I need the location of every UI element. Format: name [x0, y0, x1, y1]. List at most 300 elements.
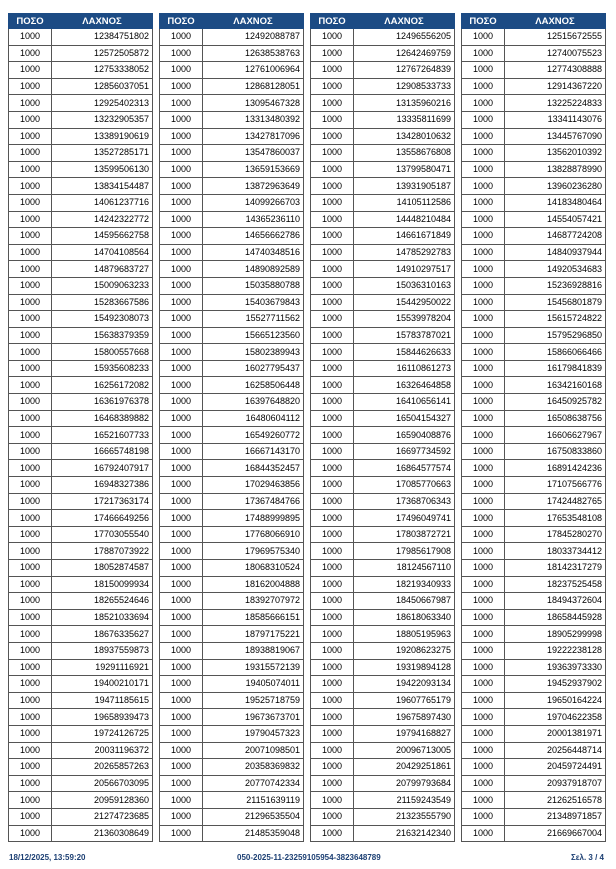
table-row — [9, 145, 153, 162]
amount-cell: 1000 — [462, 95, 505, 112]
ticket-table-3 — [310, 13, 455, 842]
table-row — [160, 394, 304, 411]
amount-cell: 1000 — [160, 775, 203, 792]
ticket-number-cell: 17496049741 — [354, 510, 455, 527]
amount-cell: 1000 — [160, 576, 203, 593]
ticket-number-cell: 21262516578 — [505, 792, 606, 809]
amount-cell: 1000 — [9, 676, 52, 693]
amount-cell: 1000 — [9, 526, 52, 543]
ticket-number-cell: 13872963649 — [203, 178, 304, 195]
amount-cell: 1000 — [9, 460, 52, 477]
table-row — [311, 742, 455, 759]
table-row — [9, 593, 153, 610]
amount-cell: 1000 — [9, 261, 52, 278]
amount-cell: 1000 — [311, 277, 354, 294]
table-row — [311, 560, 455, 577]
amount-cell: 1000 — [311, 128, 354, 145]
amount-cell: 1000 — [462, 45, 505, 62]
table-row — [9, 128, 153, 145]
amount-cell: 1000 — [311, 111, 354, 128]
table-row — [160, 526, 304, 543]
table-row — [9, 808, 153, 825]
ticket-number-cell: 13428010632 — [354, 128, 455, 145]
amount-cell: 1000 — [9, 394, 52, 411]
amount-cell: 1000 — [311, 410, 354, 427]
table-row — [9, 759, 153, 776]
ticket-number-cell: 14785292783 — [354, 244, 455, 261]
ticket-number-cell: 12740075523 — [505, 45, 606, 62]
ticket-number-cell: 19525718759 — [203, 692, 304, 709]
ticket-number-cell: 19208623275 — [354, 642, 455, 659]
table-row — [311, 211, 455, 228]
ticket-number-cell: 14704108564 — [52, 244, 153, 261]
table-row — [9, 742, 153, 759]
table-row — [160, 45, 304, 62]
ticket-number-cell: 21151639119 — [203, 792, 304, 809]
table-header-row — [462, 14, 606, 29]
table-row — [160, 261, 304, 278]
amount-cell: 1000 — [9, 825, 52, 842]
ticket-number-cell: 19650164224 — [505, 692, 606, 709]
table-row — [160, 676, 304, 693]
amount-cell: 1000 — [462, 526, 505, 543]
amount-cell: 1000 — [462, 161, 505, 178]
ticket-number-cell: 12492088787 — [203, 29, 304, 46]
amount-cell: 1000 — [311, 95, 354, 112]
ticket-number-cell: 19794168827 — [354, 725, 455, 742]
table-row — [160, 825, 304, 842]
table-row — [9, 626, 153, 643]
table-row — [462, 676, 606, 693]
table-row — [9, 344, 153, 361]
table-row — [9, 261, 153, 278]
table-row — [311, 277, 455, 294]
amount-cell: 1000 — [9, 327, 52, 344]
amount-cell: 1000 — [160, 742, 203, 759]
ticket-number-cell: 17107566776 — [505, 477, 606, 494]
table-row — [160, 692, 304, 709]
table-row — [311, 609, 455, 626]
amount-cell: 1000 — [9, 78, 52, 95]
ticket-number-cell: 18618063340 — [354, 609, 455, 626]
ticket-number-cell: 16397648820 — [203, 394, 304, 411]
amount-cell: 1000 — [160, 128, 203, 145]
ticket-number-cell: 17845280270 — [505, 526, 606, 543]
amount-cell: 1000 — [9, 493, 52, 510]
table-row — [462, 228, 606, 245]
ticket-number-cell: 20566703095 — [52, 775, 153, 792]
ticket-number-cell: 13659153669 — [203, 161, 304, 178]
ticket-number-cell: 17969575340 — [203, 543, 304, 560]
table-row — [311, 510, 455, 527]
table-row — [160, 410, 304, 427]
table-row — [311, 626, 455, 643]
table-row — [160, 543, 304, 560]
table-row — [9, 62, 153, 79]
ticket-number-cell: 19452937902 — [505, 676, 606, 693]
table-row — [462, 460, 606, 477]
ticket-number-cell: 20031196372 — [52, 742, 153, 759]
ticket-number-cell: 16504154327 — [354, 410, 455, 427]
amount-cell: 1000 — [462, 792, 505, 809]
ticket-number-cell: 16480604112 — [203, 410, 304, 427]
table-row — [462, 560, 606, 577]
table-row — [462, 642, 606, 659]
amount-cell: 1000 — [462, 211, 505, 228]
table-row — [311, 360, 455, 377]
table-row — [311, 377, 455, 394]
amount-cell: 1000 — [311, 676, 354, 693]
ticket-number-cell: 16342160168 — [505, 377, 606, 394]
amount-cell: 1000 — [160, 593, 203, 610]
amount-cell: 1000 — [9, 609, 52, 626]
ticket-number-cell: 18052874587 — [52, 560, 153, 577]
ticket-number-cell: 18676335627 — [52, 626, 153, 643]
ticket-table-1 — [8, 13, 153, 842]
ticket-number-cell: 16110861273 — [354, 360, 455, 377]
ticket-number-cell: 13599506130 — [52, 161, 153, 178]
table-row — [462, 626, 606, 643]
ticket-number-cell: 17424482765 — [505, 493, 606, 510]
ticket-number-cell: 17367484766 — [203, 493, 304, 510]
table-row — [462, 709, 606, 726]
table-row — [160, 659, 304, 676]
amount-cell: 1000 — [160, 261, 203, 278]
ticket-number-cell: 12767264839 — [354, 62, 455, 79]
table-row — [311, 759, 455, 776]
ticket-number-cell: 16256172082 — [52, 377, 153, 394]
ticket-number-cell: 14183480464 — [505, 194, 606, 211]
ticket-number-cell: 17653548108 — [505, 510, 606, 527]
amount-cell: 1000 — [462, 261, 505, 278]
page-footer — [9, 853, 604, 865]
ticket-number-cell: 14105112586 — [354, 194, 455, 211]
ticket-number-cell: 14890892589 — [203, 261, 304, 278]
ticket-number-cell: 19319894128 — [354, 659, 455, 676]
ticket-number-cell: 16891424236 — [505, 460, 606, 477]
amount-cell: 1000 — [9, 377, 52, 394]
table-row — [160, 178, 304, 195]
table-row — [311, 676, 455, 693]
amount-header: ΠΟΣΟ — [9, 14, 52, 29]
amount-cell: 1000 — [9, 45, 52, 62]
ticket-number-cell: 12753338052 — [52, 62, 153, 79]
ticket-header: ΛΑΧΝΟΣ — [354, 14, 455, 29]
amount-cell: 1000 — [462, 676, 505, 693]
amount-cell: 1000 — [160, 228, 203, 245]
ticket-number-cell: 12868128051 — [203, 78, 304, 95]
ticket-number-cell: 21348971857 — [505, 808, 606, 825]
amount-cell: 1000 — [160, 676, 203, 693]
table-row — [160, 29, 304, 46]
amount-cell: 1000 — [311, 29, 354, 46]
table-row — [311, 244, 455, 261]
amount-cell: 1000 — [462, 111, 505, 128]
table-row — [9, 178, 153, 195]
amount-cell: 1000 — [311, 626, 354, 643]
ticket-number-cell: 13527285171 — [52, 145, 153, 162]
table-row — [160, 427, 304, 444]
table-row — [462, 759, 606, 776]
amount-cell: 1000 — [160, 161, 203, 178]
table-row — [9, 609, 153, 626]
table-row — [9, 360, 153, 377]
amount-cell: 1000 — [9, 228, 52, 245]
amount-cell: 1000 — [9, 725, 52, 742]
table-row — [160, 277, 304, 294]
amount-cell: 1000 — [9, 128, 52, 145]
amount-cell: 1000 — [160, 626, 203, 643]
table-row — [160, 161, 304, 178]
table-row — [160, 593, 304, 610]
amount-cell: 1000 — [462, 78, 505, 95]
amount-cell: 1000 — [160, 493, 203, 510]
table-row — [462, 742, 606, 759]
amount-cell: 1000 — [311, 244, 354, 261]
table-row — [311, 709, 455, 726]
table-row — [311, 62, 455, 79]
ticket-number-cell: 15539978204 — [354, 311, 455, 328]
ticket-number-cell: 16468389882 — [52, 410, 153, 427]
table-row — [160, 228, 304, 245]
table-row — [462, 194, 606, 211]
amount-cell: 1000 — [311, 62, 354, 79]
amount-cell: 1000 — [9, 560, 52, 577]
ticket-number-cell: 15615724822 — [505, 311, 606, 328]
amount-cell: 1000 — [462, 692, 505, 709]
amount-cell: 1000 — [462, 62, 505, 79]
amount-cell: 1000 — [160, 792, 203, 809]
amount-cell: 1000 — [311, 659, 354, 676]
table-row — [160, 294, 304, 311]
amount-cell: 1000 — [9, 510, 52, 527]
amount-cell: 1000 — [9, 742, 52, 759]
ticket-number-cell: 14661671849 — [354, 228, 455, 245]
amount-cell: 1000 — [311, 211, 354, 228]
table-row — [462, 360, 606, 377]
ticket-number-cell: 20001381971 — [505, 725, 606, 742]
amount-cell: 1000 — [160, 394, 203, 411]
ticket-number-cell: 21485359048 — [203, 825, 304, 842]
ticket-number-cell: 13335811699 — [354, 111, 455, 128]
ticket-number-cell: 12496556205 — [354, 29, 455, 46]
table-row — [9, 526, 153, 543]
table-row — [9, 45, 153, 62]
table-row — [311, 659, 455, 676]
amount-cell: 1000 — [311, 543, 354, 560]
amount-cell: 1000 — [311, 394, 354, 411]
amount-cell: 1000 — [311, 78, 354, 95]
ticket-number-cell: 21323555790 — [354, 808, 455, 825]
amount-cell: 1000 — [462, 128, 505, 145]
ticket-number-cell: 13931905187 — [354, 178, 455, 195]
ticket-number-cell: 19675897430 — [354, 709, 455, 726]
table-row — [160, 609, 304, 626]
table-row — [160, 626, 304, 643]
amount-cell: 1000 — [160, 377, 203, 394]
ticket-number-cell: 14656662786 — [203, 228, 304, 245]
table-row — [160, 128, 304, 145]
table-row — [462, 443, 606, 460]
ticket-number-cell: 20770742334 — [203, 775, 304, 792]
ticket-number-cell: 15800557668 — [52, 344, 153, 361]
ticket-number-cell: 18805195963 — [354, 626, 455, 643]
amount-cell: 1000 — [160, 825, 203, 842]
ticket-number-cell: 13232905357 — [52, 111, 153, 128]
amount-cell: 1000 — [9, 477, 52, 494]
ticket-number-cell: 13341143076 — [505, 111, 606, 128]
table-row — [311, 261, 455, 278]
ticket-number-cell: 16864577574 — [354, 460, 455, 477]
amount-cell: 1000 — [9, 593, 52, 610]
table-row — [462, 692, 606, 709]
amount-cell: 1000 — [311, 327, 354, 344]
amount-cell: 1000 — [311, 228, 354, 245]
amount-cell: 1000 — [462, 311, 505, 328]
ticket-number-cell: 16667143170 — [203, 443, 304, 460]
amount-cell: 1000 — [462, 178, 505, 195]
amount-cell: 1000 — [311, 261, 354, 278]
amount-cell: 1000 — [462, 808, 505, 825]
table-row — [9, 676, 153, 693]
amount-cell: 1000 — [311, 311, 354, 328]
table-row — [9, 543, 153, 560]
ticket-number-cell: 15844626633 — [354, 344, 455, 361]
amount-cell: 1000 — [9, 360, 52, 377]
amount-cell: 1000 — [160, 560, 203, 577]
ticket-number-cell: 15492308073 — [52, 311, 153, 328]
ticket-number-cell: 12856037051 — [52, 78, 153, 95]
amount-cell: 1000 — [462, 244, 505, 261]
ticket-number-cell: 13225224833 — [505, 95, 606, 112]
ticket-number-cell: 16549260772 — [203, 427, 304, 444]
ticket-number-cell: 17803872721 — [354, 526, 455, 543]
ticket-number-cell: 12384751802 — [52, 29, 153, 46]
amount-cell: 1000 — [311, 161, 354, 178]
amount-cell: 1000 — [462, 609, 505, 626]
ticket-number-cell: 19724126725 — [52, 725, 153, 742]
ticket-number-cell: 18521033694 — [52, 609, 153, 626]
footer-datetime: 18/12/2025, 13:59:20 — [9, 853, 86, 862]
table-row — [160, 759, 304, 776]
table-row — [9, 443, 153, 460]
ticket-number-cell: 12908533733 — [354, 78, 455, 95]
ticket-number-cell: 19222238128 — [505, 642, 606, 659]
amount-cell: 1000 — [462, 460, 505, 477]
ticket-number-cell: 18162004888 — [203, 576, 304, 593]
amount-cell: 1000 — [9, 443, 52, 460]
ticket-number-cell: 16508638756 — [505, 410, 606, 427]
table-row — [311, 477, 455, 494]
ticket-number-cell: 13558676808 — [354, 145, 455, 162]
amount-cell: 1000 — [311, 759, 354, 776]
ticket-number-cell: 16697734592 — [354, 443, 455, 460]
amount-cell: 1000 — [9, 642, 52, 659]
table-header-row — [9, 14, 153, 29]
amount-cell: 1000 — [9, 244, 52, 261]
ticket-number-cell: 14554057421 — [505, 211, 606, 228]
table-row — [9, 825, 153, 842]
amount-cell: 1000 — [462, 327, 505, 344]
table-row — [9, 659, 153, 676]
ticket-number-cell: 15009063233 — [52, 277, 153, 294]
footer-page-number: Σελ. 3 / 4 — [570, 853, 604, 862]
amount-cell: 1000 — [311, 576, 354, 593]
table-row — [311, 228, 455, 245]
table-row — [9, 477, 153, 494]
ticket-number-cell: 20937918707 — [505, 775, 606, 792]
amount-cell: 1000 — [462, 642, 505, 659]
amount-cell: 1000 — [462, 560, 505, 577]
ticket-number-cell: 14910297517 — [354, 261, 455, 278]
table-row — [311, 344, 455, 361]
table-row — [9, 725, 153, 742]
ticket-number-cell: 19607765179 — [354, 692, 455, 709]
table-row — [311, 825, 455, 842]
amount-cell: 1000 — [160, 178, 203, 195]
ticket-number-cell: 12761006964 — [203, 62, 304, 79]
table-row — [9, 560, 153, 577]
amount-cell: 1000 — [9, 311, 52, 328]
amount-cell: 1000 — [462, 145, 505, 162]
ticket-number-cell: 18450667987 — [354, 593, 455, 610]
table-row — [160, 194, 304, 211]
table-row — [311, 443, 455, 460]
ticket-number-cell: 15935608233 — [52, 360, 153, 377]
amount-cell: 1000 — [462, 477, 505, 494]
amount-cell: 1000 — [462, 825, 505, 842]
table-row — [462, 526, 606, 543]
table-row — [311, 311, 455, 328]
amount-cell: 1000 — [160, 709, 203, 726]
table-row — [160, 775, 304, 792]
ticket-number-cell: 16258506448 — [203, 377, 304, 394]
ticket-number-cell: 16450925782 — [505, 394, 606, 411]
ticket-header: ΛΑΧΝΟΣ — [203, 14, 304, 29]
table-row — [9, 377, 153, 394]
table-row — [462, 775, 606, 792]
ticket-number-cell: 16521607733 — [52, 427, 153, 444]
ticket-number-cell: 15442950022 — [354, 294, 455, 311]
ticket-number-cell: 16606627967 — [505, 427, 606, 444]
ticket-number-cell: 21274723685 — [52, 808, 153, 825]
table-row — [160, 244, 304, 261]
table-row — [9, 78, 153, 95]
ticket-number-cell: 16750833860 — [505, 443, 606, 460]
amount-cell: 1000 — [9, 277, 52, 294]
ticket-number-cell: 19704622358 — [505, 709, 606, 726]
table-row — [311, 410, 455, 427]
ticket-number-cell: 16948327386 — [52, 477, 153, 494]
ticket-table-2 — [159, 13, 304, 842]
ticket-number-cell: 16361976378 — [52, 394, 153, 411]
ticket-number-cell: 20256448714 — [505, 742, 606, 759]
amount-cell: 1000 — [160, 78, 203, 95]
table-row — [160, 642, 304, 659]
table-row — [462, 294, 606, 311]
ticket-number-cell: 15456801879 — [505, 294, 606, 311]
amount-cell: 1000 — [9, 410, 52, 427]
table-row — [9, 29, 153, 46]
table-row — [9, 161, 153, 178]
table-row — [9, 775, 153, 792]
table-row — [462, 244, 606, 261]
table-row — [311, 692, 455, 709]
amount-cell: 1000 — [160, 427, 203, 444]
ticket-number-cell: 16326464858 — [354, 377, 455, 394]
ticket-number-cell: 15802389943 — [203, 344, 304, 361]
table-row — [462, 111, 606, 128]
